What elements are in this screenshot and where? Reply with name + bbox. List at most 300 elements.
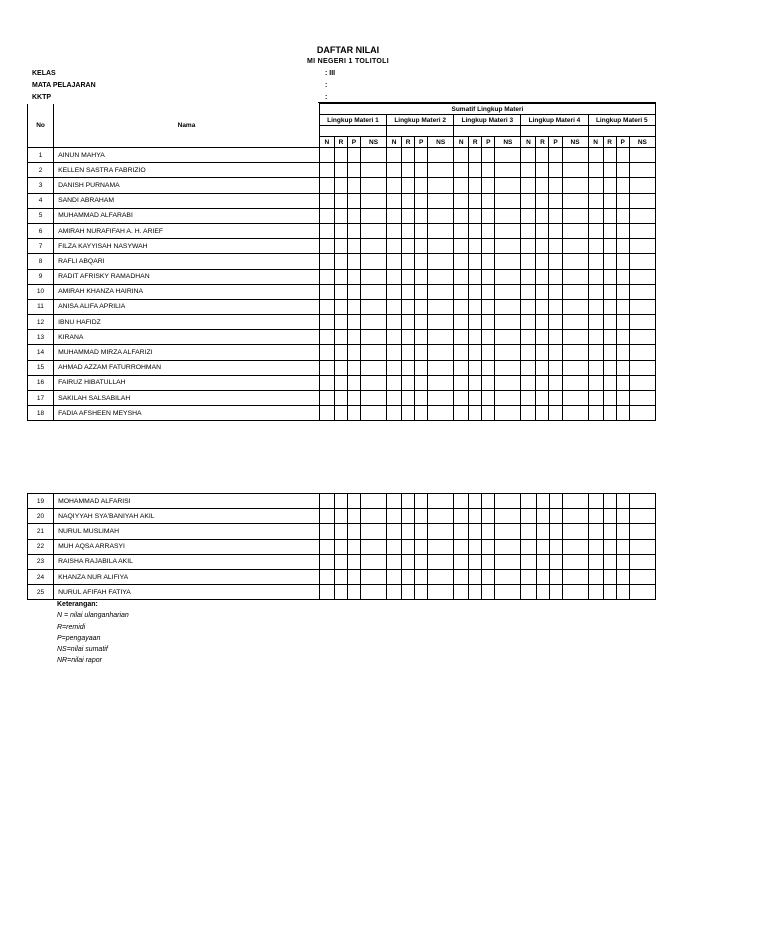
grade-cell[interactable] — [415, 254, 428, 269]
grade-cell[interactable] — [536, 163, 549, 178]
grade-cell[interactable] — [454, 148, 469, 163]
grade-cell[interactable] — [562, 269, 588, 284]
grade-cell[interactable] — [415, 345, 428, 360]
grade-cell[interactable] — [387, 315, 402, 330]
grade-cell[interactable] — [347, 406, 360, 421]
grade-cell[interactable] — [521, 585, 536, 600]
grade-cell[interactable] — [402, 284, 415, 299]
grade-cell[interactable] — [415, 524, 428, 539]
grade-cell[interactable] — [616, 494, 629, 509]
grade-cell[interactable] — [428, 178, 454, 193]
grade-cell[interactable] — [387, 163, 402, 178]
grade-cell[interactable] — [482, 330, 495, 345]
grade-cell[interactable] — [588, 509, 603, 524]
grade-cell[interactable] — [360, 269, 386, 284]
grade-cell[interactable] — [348, 569, 361, 584]
grade-cell[interactable] — [536, 554, 549, 569]
grade-cell[interactable] — [469, 299, 482, 314]
grade-cell[interactable] — [360, 193, 386, 208]
grade-cell[interactable] — [495, 254, 521, 269]
grade-cell[interactable] — [347, 239, 360, 254]
grade-cell[interactable] — [469, 554, 482, 569]
grade-cell[interactable] — [387, 148, 402, 163]
grade-cell[interactable] — [454, 554, 469, 569]
grade-cell[interactable] — [629, 585, 655, 600]
grade-cell[interactable] — [588, 223, 603, 238]
grade-cell[interactable] — [415, 539, 428, 554]
grade-cell[interactable] — [402, 494, 415, 509]
grade-cell[interactable] — [334, 178, 347, 193]
grade-cell[interactable] — [428, 193, 454, 208]
grade-cell[interactable] — [603, 330, 616, 345]
grade-cell[interactable] — [549, 239, 562, 254]
grade-cell[interactable] — [629, 193, 655, 208]
grade-cell[interactable] — [415, 360, 428, 375]
grade-cell[interactable] — [536, 539, 549, 554]
grade-cell[interactable] — [562, 509, 588, 524]
grade-cell[interactable] — [334, 330, 347, 345]
grade-cell[interactable] — [629, 163, 655, 178]
grade-cell[interactable] — [402, 223, 415, 238]
grade-cell[interactable] — [360, 360, 386, 375]
grade-cell[interactable] — [603, 299, 616, 314]
grade-cell[interactable] — [603, 269, 616, 284]
grade-cell[interactable] — [588, 299, 603, 314]
grade-cell[interactable] — [495, 406, 521, 421]
grade-cell[interactable] — [536, 269, 549, 284]
grade-cell[interactable] — [536, 178, 549, 193]
grade-cell[interactable] — [562, 239, 588, 254]
grade-cell[interactable] — [616, 509, 629, 524]
grade-cell[interactable] — [334, 539, 347, 554]
grade-cell[interactable] — [469, 223, 482, 238]
grade-cell[interactable] — [536, 569, 549, 584]
grade-cell[interactable] — [319, 569, 334, 584]
grade-cell[interactable] — [469, 360, 482, 375]
grade-cell[interactable] — [603, 163, 616, 178]
grade-cell[interactable] — [469, 345, 482, 360]
grade-cell[interactable] — [428, 299, 454, 314]
grade-cell[interactable] — [495, 269, 521, 284]
grade-cell[interactable] — [347, 299, 360, 314]
grade-cell[interactable] — [415, 163, 428, 178]
grade-cell[interactable] — [402, 269, 415, 284]
grade-cell[interactable] — [549, 178, 562, 193]
grade-cell[interactable] — [319, 178, 334, 193]
grade-cell[interactable] — [536, 360, 549, 375]
grade-cell[interactable] — [319, 269, 334, 284]
grade-cell[interactable] — [536, 509, 549, 524]
grade-cell[interactable] — [347, 315, 360, 330]
grade-cell[interactable] — [616, 360, 629, 375]
grade-cell[interactable] — [603, 375, 616, 390]
grade-cell[interactable] — [387, 391, 402, 406]
grade-cell[interactable] — [521, 391, 536, 406]
grade-cell[interactable] — [360, 163, 386, 178]
grade-cell[interactable] — [616, 208, 629, 223]
grade-cell[interactable] — [495, 345, 521, 360]
grade-cell[interactable] — [629, 254, 655, 269]
grade-cell[interactable] — [428, 524, 454, 539]
grade-cell[interactable] — [562, 494, 588, 509]
grade-cell[interactable] — [415, 569, 428, 584]
grade-cell[interactable] — [347, 375, 360, 390]
grade-cell[interactable] — [454, 193, 469, 208]
grade-cell[interactable] — [387, 254, 402, 269]
grade-cell[interactable] — [334, 360, 347, 375]
grade-cell[interactable] — [415, 494, 428, 509]
grade-cell[interactable] — [387, 360, 402, 375]
grade-cell[interactable] — [629, 284, 655, 299]
grade-cell[interactable] — [536, 239, 549, 254]
grade-cell[interactable] — [482, 539, 495, 554]
grade-cell[interactable] — [549, 585, 562, 600]
grade-cell[interactable] — [319, 509, 334, 524]
grade-cell[interactable] — [319, 375, 334, 390]
grade-cell[interactable] — [588, 163, 603, 178]
grade-cell[interactable] — [521, 254, 536, 269]
grade-cell[interactable] — [549, 539, 562, 554]
grade-cell[interactable] — [454, 375, 469, 390]
grade-cell[interactable] — [361, 539, 387, 554]
grade-cell[interactable] — [549, 554, 562, 569]
grade-cell[interactable] — [603, 223, 616, 238]
grade-cell[interactable] — [521, 406, 536, 421]
grade-cell[interactable] — [428, 585, 454, 600]
grade-cell[interactable] — [482, 554, 495, 569]
grade-cell[interactable] — [360, 239, 386, 254]
grade-cell[interactable] — [348, 585, 361, 600]
grade-cell[interactable] — [521, 193, 536, 208]
grade-cell[interactable] — [521, 315, 536, 330]
grade-cell[interactable] — [616, 391, 629, 406]
grade-cell[interactable] — [482, 494, 495, 509]
grade-cell[interactable] — [616, 254, 629, 269]
grade-cell[interactable] — [495, 375, 521, 390]
grade-cell[interactable] — [402, 178, 415, 193]
grade-cell[interactable] — [521, 554, 536, 569]
grade-cell[interactable] — [402, 391, 415, 406]
grade-cell[interactable] — [348, 524, 361, 539]
grade-cell[interactable] — [562, 345, 588, 360]
grade-cell[interactable] — [482, 163, 495, 178]
grade-cell[interactable] — [482, 406, 495, 421]
grade-cell[interactable] — [616, 330, 629, 345]
grade-cell[interactable] — [428, 239, 454, 254]
grade-cell[interactable] — [562, 254, 588, 269]
grade-cell[interactable] — [334, 494, 347, 509]
grade-cell[interactable] — [603, 391, 616, 406]
grade-cell[interactable] — [415, 148, 428, 163]
grade-cell[interactable] — [588, 494, 603, 509]
grade-cell[interactable] — [415, 269, 428, 284]
grade-cell[interactable] — [319, 299, 334, 314]
grade-cell[interactable] — [588, 375, 603, 390]
grade-cell[interactable] — [629, 539, 655, 554]
grade-cell[interactable] — [603, 193, 616, 208]
grade-cell[interactable] — [454, 569, 469, 584]
grade-cell[interactable] — [536, 315, 549, 330]
grade-cell[interactable] — [482, 360, 495, 375]
grade-cell[interactable] — [521, 375, 536, 390]
grade-cell[interactable] — [454, 269, 469, 284]
grade-cell[interactable] — [469, 391, 482, 406]
grade-cell[interactable] — [495, 554, 521, 569]
grade-cell[interactable] — [588, 193, 603, 208]
grade-cell[interactable] — [415, 284, 428, 299]
grade-cell[interactable] — [603, 524, 616, 539]
grade-cell[interactable] — [482, 509, 495, 524]
grade-cell[interactable] — [361, 509, 387, 524]
grade-cell[interactable] — [616, 524, 629, 539]
grade-cell[interactable] — [549, 569, 562, 584]
grade-cell[interactable] — [588, 178, 603, 193]
grade-cell[interactable] — [347, 269, 360, 284]
grade-cell[interactable] — [603, 239, 616, 254]
grade-cell[interactable] — [562, 585, 588, 600]
grade-cell[interactable] — [469, 330, 482, 345]
grade-cell[interactable] — [616, 299, 629, 314]
grade-cell[interactable] — [334, 269, 347, 284]
grade-cell[interactable] — [402, 524, 415, 539]
grade-cell[interactable] — [616, 178, 629, 193]
grade-cell[interactable] — [360, 178, 386, 193]
grade-cell[interactable] — [616, 269, 629, 284]
grade-cell[interactable] — [549, 193, 562, 208]
grade-cell[interactable] — [454, 178, 469, 193]
grade-cell[interactable] — [469, 254, 482, 269]
grade-cell[interactable] — [603, 360, 616, 375]
grade-cell[interactable] — [319, 360, 334, 375]
grade-cell[interactable] — [428, 345, 454, 360]
grade-cell[interactable] — [603, 539, 616, 554]
grade-cell[interactable] — [360, 284, 386, 299]
grade-cell[interactable] — [469, 585, 482, 600]
grade-cell[interactable] — [387, 554, 402, 569]
grade-cell[interactable] — [549, 208, 562, 223]
grade-cell[interactable] — [402, 585, 415, 600]
grade-cell[interactable] — [588, 239, 603, 254]
grade-cell[interactable] — [334, 406, 347, 421]
grade-cell[interactable] — [428, 539, 454, 554]
grade-cell[interactable] — [482, 178, 495, 193]
grade-cell[interactable] — [387, 569, 402, 584]
grade-cell[interactable] — [348, 539, 361, 554]
grade-cell[interactable] — [536, 208, 549, 223]
grade-cell[interactable] — [387, 178, 402, 193]
grade-cell[interactable] — [629, 509, 655, 524]
grade-cell[interactable] — [521, 524, 536, 539]
grade-cell[interactable] — [629, 360, 655, 375]
grade-cell[interactable] — [588, 524, 603, 539]
grade-cell[interactable] — [469, 406, 482, 421]
grade-cell[interactable] — [616, 375, 629, 390]
grade-cell[interactable] — [360, 223, 386, 238]
grade-cell[interactable] — [562, 284, 588, 299]
grade-cell[interactable] — [454, 315, 469, 330]
grade-cell[interactable] — [629, 178, 655, 193]
grade-cell[interactable] — [482, 284, 495, 299]
grade-cell[interactable] — [629, 524, 655, 539]
grade-cell[interactable] — [469, 239, 482, 254]
grade-cell[interactable] — [629, 223, 655, 238]
grade-cell[interactable] — [549, 330, 562, 345]
grade-cell[interactable] — [562, 193, 588, 208]
grade-cell[interactable] — [521, 208, 536, 223]
grade-cell[interactable] — [361, 554, 387, 569]
grade-cell[interactable] — [603, 178, 616, 193]
grade-cell[interactable] — [347, 148, 360, 163]
grade-cell[interactable] — [387, 494, 402, 509]
grade-cell[interactable] — [334, 254, 347, 269]
grade-cell[interactable] — [469, 193, 482, 208]
grade-cell[interactable] — [334, 239, 347, 254]
grade-cell[interactable] — [402, 554, 415, 569]
grade-cell[interactable] — [454, 494, 469, 509]
grade-cell[interactable] — [415, 299, 428, 314]
grade-cell[interactable] — [347, 345, 360, 360]
grade-cell[interactable] — [521, 239, 536, 254]
grade-cell[interactable] — [469, 148, 482, 163]
grade-cell[interactable] — [469, 284, 482, 299]
grade-cell[interactable] — [536, 254, 549, 269]
grade-cell[interactable] — [387, 223, 402, 238]
grade-cell[interactable] — [454, 360, 469, 375]
grade-cell[interactable] — [549, 299, 562, 314]
grade-cell[interactable] — [319, 330, 334, 345]
grade-cell[interactable] — [387, 524, 402, 539]
grade-cell[interactable] — [495, 239, 521, 254]
grade-cell[interactable] — [415, 315, 428, 330]
grade-cell[interactable] — [588, 254, 603, 269]
grade-cell[interactable] — [629, 569, 655, 584]
grade-cell[interactable] — [319, 585, 334, 600]
grade-cell[interactable] — [482, 345, 495, 360]
grade-cell[interactable] — [387, 284, 402, 299]
grade-cell[interactable] — [469, 539, 482, 554]
grade-cell[interactable] — [469, 569, 482, 584]
grade-cell[interactable] — [360, 391, 386, 406]
grade-cell[interactable] — [603, 345, 616, 360]
grade-cell[interactable] — [603, 585, 616, 600]
grade-cell[interactable] — [454, 585, 469, 600]
grade-cell[interactable] — [549, 284, 562, 299]
grade-cell[interactable] — [360, 254, 386, 269]
grade-cell[interactable] — [402, 375, 415, 390]
grade-cell[interactable] — [588, 406, 603, 421]
grade-cell[interactable] — [334, 509, 347, 524]
grade-cell[interactable] — [319, 315, 334, 330]
grade-cell[interactable] — [616, 148, 629, 163]
grade-cell[interactable] — [402, 509, 415, 524]
grade-cell[interactable] — [469, 315, 482, 330]
grade-cell[interactable] — [319, 148, 334, 163]
grade-cell[interactable] — [469, 524, 482, 539]
grade-cell[interactable] — [616, 569, 629, 584]
grade-cell[interactable] — [549, 391, 562, 406]
grade-cell[interactable] — [603, 315, 616, 330]
grade-cell[interactable] — [387, 239, 402, 254]
grade-cell[interactable] — [495, 330, 521, 345]
grade-cell[interactable] — [482, 524, 495, 539]
grade-cell[interactable] — [629, 299, 655, 314]
grade-cell[interactable] — [347, 193, 360, 208]
grade-cell[interactable] — [536, 330, 549, 345]
grade-cell[interactable] — [402, 569, 415, 584]
grade-cell[interactable] — [521, 178, 536, 193]
grade-cell[interactable] — [428, 254, 454, 269]
grade-cell[interactable] — [402, 239, 415, 254]
grade-cell[interactable] — [469, 509, 482, 524]
grade-cell[interactable] — [428, 208, 454, 223]
grade-cell[interactable] — [361, 494, 387, 509]
grade-cell[interactable] — [348, 554, 361, 569]
grade-cell[interactable] — [616, 223, 629, 238]
grade-cell[interactable] — [428, 148, 454, 163]
grade-cell[interactable] — [415, 375, 428, 390]
grade-cell[interactable] — [387, 375, 402, 390]
grade-cell[interactable] — [521, 299, 536, 314]
grade-cell[interactable] — [482, 208, 495, 223]
grade-cell[interactable] — [588, 391, 603, 406]
grade-cell[interactable] — [562, 360, 588, 375]
grade-cell[interactable] — [521, 509, 536, 524]
grade-cell[interactable] — [562, 178, 588, 193]
grade-cell[interactable] — [334, 299, 347, 314]
grade-cell[interactable] — [482, 299, 495, 314]
grade-cell[interactable] — [387, 406, 402, 421]
grade-cell[interactable] — [562, 223, 588, 238]
grade-cell[interactable] — [334, 223, 347, 238]
grade-cell[interactable] — [629, 406, 655, 421]
grade-cell[interactable] — [629, 208, 655, 223]
grade-cell[interactable] — [469, 178, 482, 193]
grade-cell[interactable] — [616, 345, 629, 360]
grade-cell[interactable] — [402, 330, 415, 345]
grade-cell[interactable] — [402, 148, 415, 163]
grade-cell[interactable] — [588, 539, 603, 554]
grade-cell[interactable] — [588, 269, 603, 284]
grade-cell[interactable] — [536, 391, 549, 406]
grade-cell[interactable] — [387, 299, 402, 314]
grade-cell[interactable] — [454, 299, 469, 314]
grade-cell[interactable] — [495, 299, 521, 314]
grade-cell[interactable] — [588, 330, 603, 345]
grade-cell[interactable] — [536, 494, 549, 509]
grade-cell[interactable] — [616, 406, 629, 421]
grade-cell[interactable] — [387, 585, 402, 600]
grade-cell[interactable] — [402, 163, 415, 178]
grade-cell[interactable] — [469, 269, 482, 284]
grade-cell[interactable] — [469, 494, 482, 509]
grade-cell[interactable] — [536, 375, 549, 390]
grade-cell[interactable] — [521, 163, 536, 178]
grade-cell[interactable] — [562, 569, 588, 584]
grade-cell[interactable] — [347, 360, 360, 375]
grade-cell[interactable] — [521, 360, 536, 375]
grade-cell[interactable] — [482, 569, 495, 584]
grade-cell[interactable] — [319, 254, 334, 269]
grade-cell[interactable] — [521, 569, 536, 584]
grade-cell[interactable] — [562, 391, 588, 406]
grade-cell[interactable] — [549, 345, 562, 360]
grade-cell[interactable] — [495, 315, 521, 330]
grade-cell[interactable] — [428, 554, 454, 569]
grade-cell[interactable] — [360, 345, 386, 360]
grade-cell[interactable] — [562, 299, 588, 314]
grade-cell[interactable] — [549, 223, 562, 238]
grade-cell[interactable] — [495, 539, 521, 554]
